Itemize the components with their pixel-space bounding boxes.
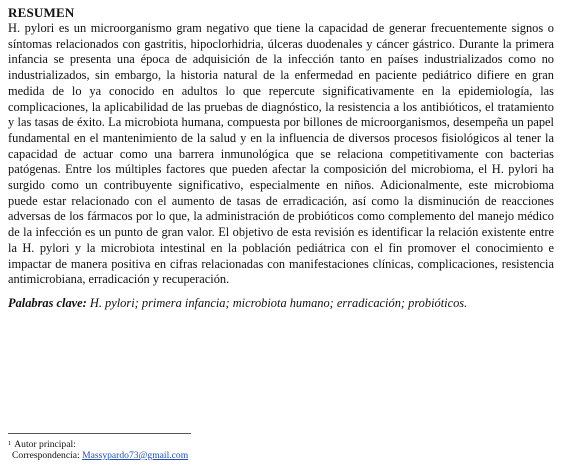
footnote-correspondence-label: Correspondencia:: [12, 450, 80, 461]
abstract-section: [8, 5, 554, 311]
keywords-label: Palabras clave:: [8, 295, 87, 310]
footnote-correspondence-line: [8, 450, 188, 461]
abstract-body: H. pylori es un microorganismo gram negativo que tiene la capacidad de generar frecuentemente signos o síntomas relacionados con gastritis, hipoclorhidria, úlceras duodenales y cáncer gástrico. Durante la primera infancia se presenta una época de adquisición de la infección tanto en países industrializados como no industrializados, sin embargo, la historia natural de la enfermedad en paciente pediátrico difiere en gran medida de lo ya conocido en adultos lo que repercute significativamente en la epidemiología, las complicaciones, la aplicabilidad de las pruebas de diagnóstico, la resistencia a los antibióticos, el tratamiento y las tasas de éxito. La microbiota humana, compuesta por billones de microorganismos, desempeña un papel fundamental en el mantenimiento de la salud y en la influencia de diversos procesos fisiológicos al tener la capacidad de actuar como una barrera inmunológica que se relaciona competitivamente con bacterias patógenas. Entre los múltiples factores que pueden afectar la composición del microbioma, el H. pylori ha surgido como un contribuyente significativo, especialmente en niños. Adicionalmente, este microbioma puede estar relacionado con el aumento de tasas de erradicación, así como la disminución de reacciones adversas de los fármacos por lo que, la administración de probióticos como complemento del manejo médico de la infección es un punto de gran valor. El objetivo de esta revisión es identificar la relación existente entre la H. pylori y la microbiota intestinal en la población pediátrica con el fin promover el conocimiento e impactar de manera positiva en cifras relacionadas con manifestaciones clínicas, complicaciones, resistencia antimicrobiana, erradicación y recuperación.: [8, 21, 554, 287]
abstract-heading: RESUMEN: [8, 5, 75, 20]
footnote-separator: [8, 433, 191, 434]
footnote-author-label: Autor principal:: [14, 439, 76, 450]
email-link[interactable]: Massypardo73@gmail.com: [82, 450, 189, 461]
footnote-marker: 1: [8, 440, 12, 447]
keywords-line: [8, 295, 554, 311]
keywords-text: H. pylori; primera infancia; microbiota humano; erradicación; probióticos.: [89, 295, 468, 310]
footnote-author-line: [8, 439, 188, 450]
footnote: [8, 439, 188, 461]
